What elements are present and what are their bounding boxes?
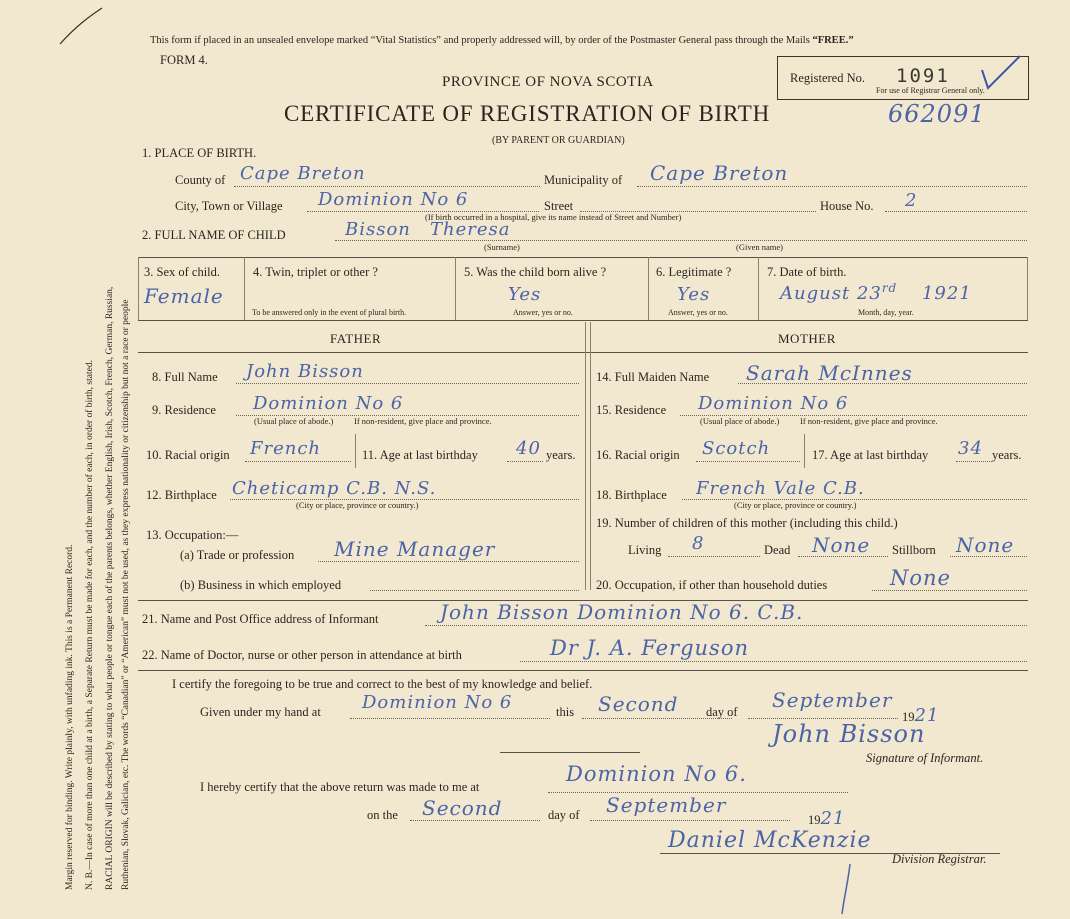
registrar-signature-stroke (836, 862, 856, 918)
mother-race-value: Scotch (702, 438, 771, 459)
alive-label: 5. Was the child born alive ? (464, 265, 607, 279)
father-trade-value: Mine Manager (334, 537, 496, 561)
registrar-day: Second (422, 796, 503, 820)
county-label: County of (175, 173, 226, 187)
father-birthplace-value: Cheticamp C.B. N.S. (232, 478, 437, 499)
margin-note-racial-origin-cont: Ruthenian, Slovak, Galician, etc. The words “Canadian” or “American” must not be used, as they express nationality or citizenship but not a race or people (121, 299, 131, 890)
dob-year: 1921 (921, 283, 972, 304)
margin-note-racial-origin: RACIAL ORIGIN will be described by stating to what people or tongue each of the parents belongs, whether English, Irish, Scotch, French, German, Russian, (105, 286, 115, 890)
certify-day: Second (598, 692, 679, 716)
margin-note-multiple-births: N. B.—In case of more than one child at a birth, a Separate Return must be made for each, and the number of each, in order of birth, stated. (85, 360, 95, 890)
father-birthplace-label: 12. Birthplace (146, 488, 217, 502)
informant-label: 21. Name and Post Office address of Informant (142, 612, 379, 626)
mother-residence-caption: (Usual place of abode.) (700, 416, 780, 426)
dob-value (780, 281, 972, 304)
mother-children-label: 19. Number of children of this mother (including this child.) (596, 516, 898, 530)
father-birthplace-caption: (City or place, province or country.) (296, 500, 419, 510)
dob-suffix: rd (881, 281, 898, 295)
registrar-caption: Division Registrar. (892, 852, 987, 866)
father-race-value: French (250, 438, 322, 459)
father-race-label: 10. Racial origin (146, 448, 230, 462)
sex-label: 3. Sex of child. (144, 265, 221, 279)
legitimate-label: 6. Legitimate ? (656, 265, 732, 279)
registrar-year-suffix: 21 (820, 808, 846, 829)
street-label: Street (544, 199, 574, 213)
city-value: Dominion No 6 (318, 189, 469, 210)
mother-residence-caption-2: If non-resident, give place and province. (800, 416, 938, 426)
registrar-day-of-label: day of (548, 808, 580, 822)
registrar-year-prefix: 19 (808, 813, 821, 827)
dead-label: Dead (764, 543, 791, 557)
doctor-value: Dr J. A. Ferguson (550, 636, 750, 660)
county-value: Cape Breton (240, 163, 366, 184)
registrar-statement: I hereby certify that the above return was made to me at (200, 780, 480, 794)
father-residence-label: 9. Residence (152, 403, 216, 417)
registrar-month: September (606, 793, 727, 817)
province-heading: PROVINCE OF NOVA SCOTIA (442, 74, 654, 90)
mother-occupation-label: 20. Occupation, if other than household duties (596, 578, 828, 592)
check-mark-icon (978, 52, 1024, 94)
house-value: 2 (905, 190, 918, 211)
mail-notice: This form if placed in an unsealed envelope marked “Vital Statistics” and properly addressed will, by order of the Postmaster General pass through the Mails (150, 35, 810, 46)
mother-birthplace-value: French Vale C.B. (696, 478, 865, 499)
father-business-label: (b) Business in which employed (180, 578, 342, 592)
certify-place: Dominion No 6 (362, 692, 513, 713)
father-occupation-label: 13. Occupation:— (146, 528, 239, 542)
legitimate-value: Yes (677, 284, 711, 305)
certify-day-of-label: day of (706, 705, 738, 719)
mother-race-label: 16. Racial origin (596, 448, 680, 462)
living-value: 8 (692, 533, 705, 554)
registrar-place: Dominion No 6. (566, 762, 747, 786)
mother-years-label: years. (992, 448, 1022, 462)
registrar-year (808, 808, 845, 829)
legitimate-caption: Answer, yes or no. (668, 308, 728, 317)
certify-year-suffix: 21 (914, 705, 940, 726)
registered-number: 1091 (896, 65, 950, 87)
certify-year-prefix: 19 (902, 710, 915, 724)
dob-label: 7. Date of birth. (767, 265, 847, 279)
given-caption: (Given name) (736, 242, 783, 252)
doctor-label: 22. Name of Doctor, nurse or other person in attendance at birth (142, 648, 462, 662)
twin-label: 4. Twin, triplet or other ? (253, 265, 378, 279)
margin-note-binding: Margin reserved for binding. Write plainly, with unfading ink. This is a Permanent Record. (65, 544, 75, 890)
child-name-label: 2. FULL NAME OF CHILD (142, 228, 286, 242)
municipality-label: Municipality of (544, 173, 623, 187)
father-residence-caption-2: If non-resident, give place and province. (354, 416, 492, 426)
registered-label: Registered No. (790, 71, 865, 85)
place-of-birth-label: 1. PLACE OF BIRTH. (142, 146, 257, 160)
stillborn-value: None (956, 533, 1015, 557)
city-label: City, Town or Village (175, 199, 283, 213)
alive-value: Yes (508, 284, 542, 305)
margin-pen-mark (56, 4, 106, 48)
registrar-on-the-label: on the (367, 808, 398, 822)
father-name-value: John Bisson (246, 361, 364, 382)
father-residence-caption: (Usual place of abode.) (254, 416, 334, 426)
father-age-label: 11. Age at last birthday (362, 448, 478, 462)
certificate-title: CERTIFICATE OF REGISTRATION OF BIRTH (284, 101, 771, 126)
registrar-signature: Daniel McKenzie (668, 828, 872, 853)
house-label: House No. (820, 199, 874, 213)
informant-value: John Bisson Dominion No 6. C.B. (440, 600, 804, 624)
municipality-value: Cape Breton (650, 161, 789, 185)
mother-name-value: Sarah McInnes (746, 361, 913, 385)
handwritten-certificate-number: 662091 (888, 100, 986, 128)
child-surname: Bisson (345, 219, 411, 240)
child-given-name: Theresa (430, 219, 511, 240)
father-name-label: 8. Full Name (152, 370, 218, 384)
sex-value: Female (144, 284, 224, 308)
surname-caption: (Surname) (484, 242, 520, 252)
certify-month: September (772, 688, 893, 712)
mother-occupation-value: None (890, 566, 951, 590)
father-heading: FATHER (330, 331, 382, 346)
mother-birthplace-caption: (City or place, province or country.) (734, 500, 857, 510)
informant-signature-caption: Signature of Informant. (866, 751, 984, 765)
mother-residence-label: 15. Residence (596, 403, 667, 417)
certificate-subtitle: (BY PARENT OR GUARDIAN) (492, 135, 625, 146)
dob-month-day: August 23 (780, 283, 882, 304)
father-trade-label: (a) Trade or profession (180, 548, 295, 562)
dob-caption: Month, day, year. (858, 308, 914, 317)
father-age-value: 40 (516, 438, 541, 459)
father-residence-value: Dominion No 6 (253, 393, 404, 414)
certify-this-label: this (556, 705, 575, 719)
mother-age-value: 34 (958, 438, 983, 459)
alive-caption: Answer, yes or no. (513, 308, 573, 317)
mother-age-label: 17. Age at last birthday (812, 448, 929, 462)
given-under-label: Given under my hand at (200, 705, 321, 719)
mother-residence-value: Dominion No 6 (698, 393, 849, 414)
certify-statement: I certify the foregoing to be true and correct to the best of my knowledge and belief. (172, 677, 593, 691)
informant-signature: John Bisson (772, 720, 926, 748)
registered-note: For use of Registrar General only. (876, 86, 985, 95)
mother-name-label: 14. Full Maiden Name (596, 370, 710, 384)
father-years-label: years. (546, 448, 576, 462)
form-number: FORM 4. (160, 53, 208, 67)
stillborn-label: Stillborn (892, 543, 936, 557)
dead-value: None (812, 533, 871, 557)
mother-heading: MOTHER (778, 331, 836, 346)
living-label: Living (628, 543, 662, 557)
mother-birthplace-label: 18. Birthplace (596, 488, 667, 502)
mail-free: “FREE.” (812, 35, 854, 46)
hospital-note: (If birth occurred in a hospital, give its name instead of Street and Number) (425, 212, 682, 222)
twin-note: To be answered only in the event of plural birth. (252, 308, 407, 317)
